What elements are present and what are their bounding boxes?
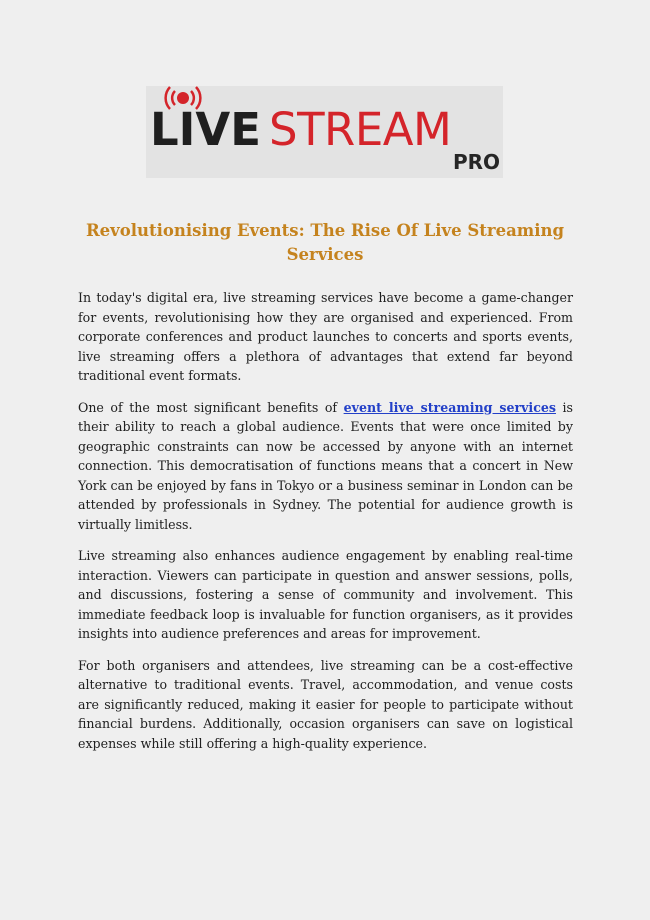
paragraph-1: In today's digital era, live streaming services have become a game-changer for events, revolutionising how they are organised and experienced. From corporate conferences and product launches to concerts and sports events, live streaming offers a plethora of advantages that extend far beyond traditional event formats.	[78, 290, 573, 383]
logo-word-live: LIVE	[150, 103, 261, 156]
event-live-streaming-services-link[interactable]: event live streaming services	[343, 399, 556, 415]
paragraph-2-rest: is their ability to reach a global audience. Events that were once limited by geographic constraints can now be accessed by anyone with an internet connection. This democratisation of functions means that a concert in New York can be enjoyed by fans in Tokyo or a business seminar in London can be attended by professionals in Sydney. The potential for audience growth is virtually limitless.	[78, 399, 573, 532]
article-body	[78, 288, 573, 765]
article-title: Revolutionising Events: The Rise Of Live Streaming Services	[85, 221, 565, 264]
paragraph-2	[78, 398, 573, 535]
logo-word-stream: STREAM	[269, 103, 452, 156]
logo-word-pro: PRO	[453, 150, 501, 174]
paragraph-3: Live streaming also enhances audience engagement by enabling real-time interaction. Viewers can participate in question and answer sessions, polls, and discussions, fostering a sense of community and involvement. This immediate feedback loop is invaluable for function organisers, as it provides insights into audience preferences and areas for improvement.	[78, 548, 573, 641]
paragraph-2-intro: One of the most significant benefits of	[78, 399, 344, 415]
paragraph-4: For both organisers and attendees, live streaming can be a cost-effective alternative to traditional events. Travel, accommodation, and venue costs are significantly reduced, making it easier for people to participate without financial burdens. Additionally, occasion organisers can save on logistical expenses while still offering a high-quality experience.	[78, 657, 573, 751]
livestream-pro-logo	[146, 86, 503, 178]
